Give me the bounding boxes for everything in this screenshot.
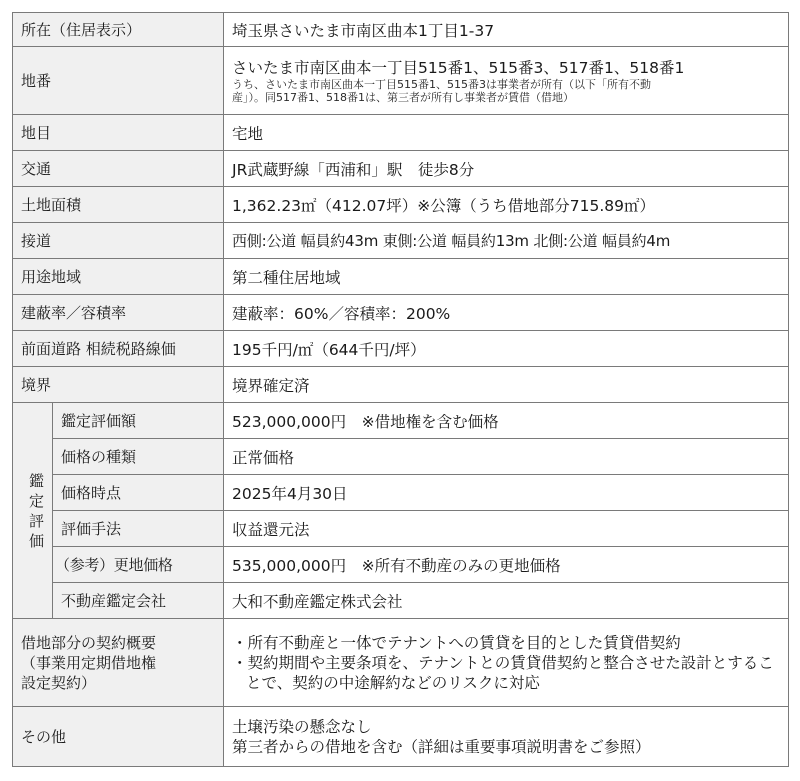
lot-main: さいたま市南区曲本一丁目515番1、515番3、517番1、518番1 [232, 58, 685, 77]
lease-bullet-1: ・所有不動産と一体でテナントへの賃貸を目的とした賃貸借契約 [232, 633, 681, 652]
value-boundary: 境界確定済 [224, 367, 789, 403]
label-lease [13, 619, 224, 707]
value-method: 収益還元法 [224, 511, 789, 547]
row-price-type [13, 439, 789, 475]
label-other: その他 [13, 707, 224, 767]
appraisal-char-1: 鑑 [28, 471, 44, 490]
label-appraiser: 不動産鑑定会社 [53, 583, 224, 619]
label-land-area: 土地面積 [13, 187, 224, 223]
lot-note-2: 産」）。同517番1、518番1は、第三者が所有し事業者が賃借（借地） [232, 90, 575, 104]
appraisal-char-4: 価 [28, 531, 44, 550]
value-coverage: 建蔽率：60%／容積率：200% [224, 295, 789, 331]
appraisal-char-3: 評 [28, 511, 44, 530]
label-lot: 地番 [13, 47, 224, 115]
label-appraisal-value: 鑑定評価額 [53, 403, 224, 439]
label-transport: 交通 [13, 151, 224, 187]
row-road-access [13, 223, 789, 259]
row-lot [13, 47, 789, 115]
row-zoning [13, 259, 789, 295]
value-transport: JR武蔵野線「西浦和」駅 徒歩8分 [224, 151, 789, 187]
value-price-date: 2025年4月30日 [224, 475, 789, 511]
row-lease [13, 619, 789, 707]
value-appraiser: 大和不動産鑑定株式会社 [224, 583, 789, 619]
value-location: 埼玉県さいたま市南区曲本1丁目1-37 [224, 13, 789, 47]
label-price-date: 価格時点 [53, 475, 224, 511]
label-road-price: 前面道路 相続税路線価 [13, 331, 224, 367]
value-lease [224, 619, 789, 707]
row-road-price [13, 331, 789, 367]
lease-label-2: （事業用定期借地権 [21, 653, 157, 672]
row-land-area [13, 187, 789, 223]
label-price-type: 価格の種類 [53, 439, 224, 475]
value-road-access: 西側:公道 幅員約43m 東側:公道 幅員約13m 北側:公道 幅員約4m [224, 223, 789, 259]
label-zoning: 用途地域 [13, 259, 224, 295]
appraisal-char-2: 定 [28, 491, 44, 510]
row-coverage [13, 295, 789, 331]
value-land-area: 1,362.23㎡（412.07坪）※公簿（うち借地部分715.89㎡） [224, 187, 789, 223]
property-info-sheet [12, 12, 788, 769]
value-road-price: 195千円/㎡（644千円/坪） [224, 331, 789, 367]
row-method [13, 511, 789, 547]
value-other [224, 707, 789, 767]
property-info-table [12, 12, 789, 767]
value-lot [224, 47, 789, 115]
other-line-1: 土壌汚染の懸念なし [232, 717, 372, 736]
row-location [13, 13, 789, 47]
other-line-2: 第三者からの借地を含む（詳細は重要事項説明書をご参照） [232, 737, 651, 756]
value-land-category: 宅地 [224, 115, 789, 151]
label-location: 所在（住居表示） [13, 13, 224, 47]
value-vacant-land-price: 535,000,000円 ※所有不動産のみの更地価格 [224, 547, 789, 583]
row-transport [13, 151, 789, 187]
label-road-access: 接道 [13, 223, 224, 259]
label-boundary: 境界 [13, 367, 224, 403]
lease-label-3: 設定契約） [21, 673, 97, 692]
label-method: 評価手法 [53, 511, 224, 547]
value-price-type: 正常価格 [224, 439, 789, 475]
label-land-category: 地目 [13, 115, 224, 151]
row-price-date [13, 475, 789, 511]
row-land-category [13, 115, 789, 151]
lease-bullet-2: ・契約期間や主要条項を、テナントとの賃貸借契約と整合させた設計とすることで、契約の中途解約などのリスクに対応 [232, 653, 774, 692]
label-vacant-land-price: （参考）更地価格 [53, 547, 224, 583]
row-appraisal-value [13, 403, 789, 439]
label-coverage: 建蔽率／容積率 [13, 295, 224, 331]
value-zoning: 第二種住居地域 [224, 259, 789, 295]
row-boundary [13, 367, 789, 403]
lot-note-1: うち、さいたま市南区曲本一丁目515番1、515番3は事業者が所有（以下「所有不動 [232, 77, 652, 91]
row-appraiser [13, 583, 789, 619]
row-other [13, 707, 789, 767]
row-vacant-land-price [13, 547, 789, 583]
value-appraisal-value: 523,000,000円 ※借地権を含む価格 [224, 403, 789, 439]
appraisal-group-label [13, 403, 53, 619]
lease-label-1: 借地部分の契約概要 [21, 633, 157, 652]
